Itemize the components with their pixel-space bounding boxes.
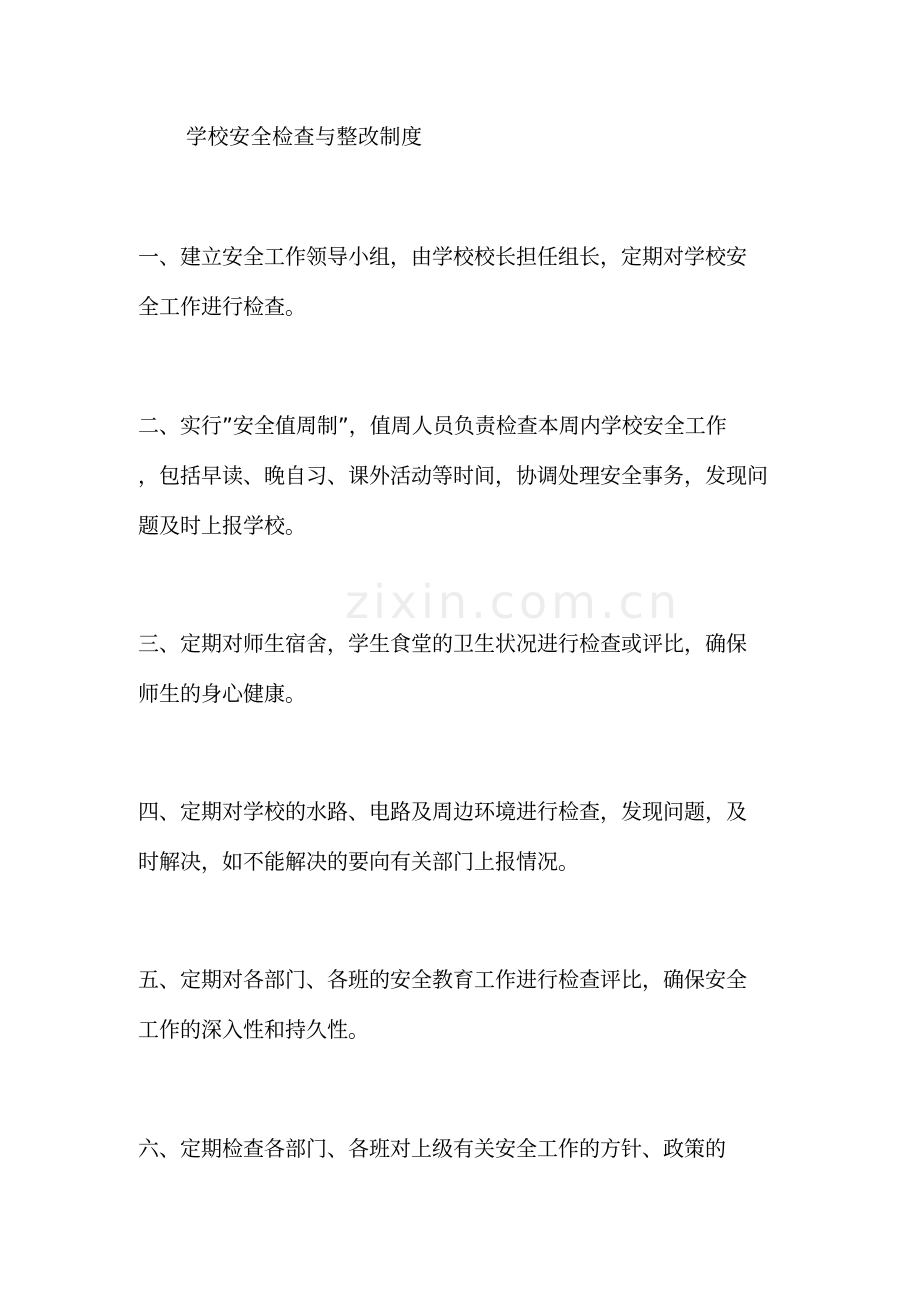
paragraph-line: 三、定期对师生宿舍，学生食堂的卫生状况进行检查或评比，确保 <box>138 632 747 656</box>
paragraph-line: 四、定期对学校的水路、电路及周边环境进行检查，发现问题，及 <box>138 800 747 824</box>
paragraph-line: 六、定期检查各部门、各班对上级有关安全工作的方针、政策的 <box>138 1137 726 1161</box>
paragraph-line: ，包括早读、晚自习、课外活动等时间，协调处理安全事务，发现问 <box>138 464 768 488</box>
paragraph-line: 题及时上报学校。 <box>138 514 306 538</box>
paragraph-line: 时解决，如不能解决的要向有关部门上报情况。 <box>138 850 579 874</box>
watermark: zixin.com.cn <box>345 575 682 629</box>
paragraph-line: 二、实行”安全值周制”，值周人员负责检查本周内学校安全工作 <box>138 414 727 438</box>
paragraph-4 <box>138 787 782 887</box>
paragraph-3 <box>138 619 782 719</box>
paragraph-line: 一、建立安全工作领导小组，由学校校长担任组长，定期对学校安 <box>138 245 747 269</box>
paragraph-line: 五、定期对各部门、各班的安全教育工作进行检查评比，确保安全 <box>138 968 747 992</box>
paragraph-line: 工作的深入性和持久性。 <box>138 1018 369 1042</box>
paragraph-2 <box>138 401 782 551</box>
paragraph-1 <box>138 232 782 332</box>
paragraph-6 <box>138 1124 782 1174</box>
paragraph-line: 全工作进行检查。 <box>138 295 306 319</box>
paragraph-line: 师生的身心健康。 <box>138 682 306 706</box>
document-title: 学校安全检查与整改制度 <box>186 125 423 149</box>
paragraph-5 <box>138 955 782 1055</box>
